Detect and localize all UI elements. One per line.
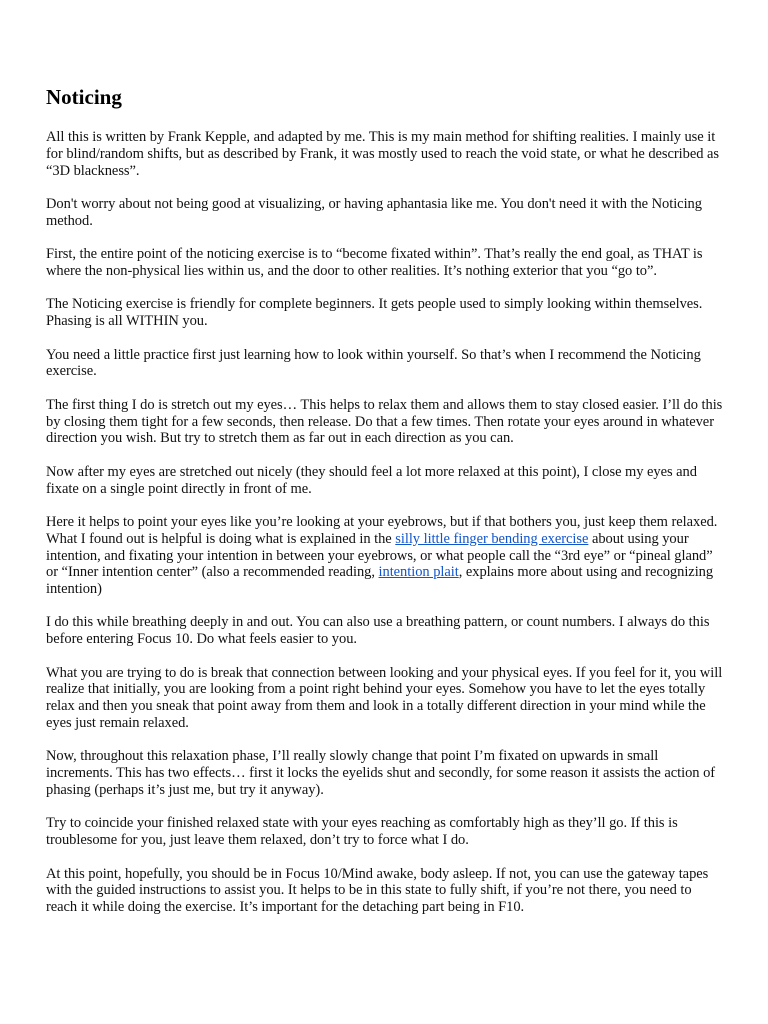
document-page	[46, 84, 726, 933]
paragraph-8	[46, 514, 726, 598]
page-title: Noticing	[46, 85, 122, 109]
intention-plait-link[interactable]: intention plait	[378, 564, 459, 581]
paragraph-11: Now, throughout this relaxation phase, I’ll really slowly change that point I’m fixated on upwards in small increments. This has two effects… first it locks the eyelids shut and secondly, for some reason it assists the action of phasing (perhaps it’s just me, but try it anyway).	[46, 748, 716, 799]
paragraph-8-text-2: about using your intention, and fixating your intention in between your eyebrows, or what people call the “3rd eye” or “pineal gland” or “Inner intention center” (also a recommended reading,	[46, 530, 713, 581]
paragraph-12: Try to coincide your finished relaxed state with your eyes reaching as comfortably high as they’ll go. If this is troublesome for you, just leave them relaxed, don’t try to force what I do.	[46, 815, 678, 849]
paragraph-1: All this is written by Frank Kepple, and adapted by me. This is my main method for shifting realities. I mainly use it for blind/random shifts, but as described by Frank, it was mostly used to reach the void state, or what he described as “3D blackness”.	[46, 129, 719, 179]
paragraph-4: The Noticing exercise is friendly for complete beginners. It gets people used to simply looking within themselves. Phasing is all WITHIN you.	[46, 296, 703, 330]
finger-bending-exercise-link[interactable]: silly little finger bending exercise	[395, 530, 589, 547]
paragraph-6: The first thing I do is stretch out my eyes… This helps to relax them and allows them to stay closed easier. I’ll do this by closing them tight for a few seconds, then release. Do that a few times. Then rotate your eyes around in whatever direction you wish. But try to stretch them as far out in each direction as you can.	[46, 396, 723, 447]
paragraph-2: Don't worry about not being good at visualizing, or having aphantasia like me. You don't need it with the Noticing method.	[46, 195, 702, 229]
paragraph-7: Now after my eyes are stretched out nicely (they should feel a lot more relaxed at this point), I close my eyes and fixate on a single point directly in front of me.	[46, 463, 697, 497]
paragraph-3: First, the entire point of the noticing exercise is to “become fixated within”. That’s really the end goal, as THAT is where the non-physical lies within us, and the door to other realities. It’s nothing exterior that you “go to”.	[46, 246, 703, 279]
paragraph-8-text-1: Here it helps to point your eyes like you’re looking at your eyebrows, but if that bothers you, just keep them relaxed. What I found out is helpful is doing what is explained in the	[46, 513, 718, 547]
paragraph-10: What you are trying to do is break that connection between looking and your physical eyes. If you feel for it, you will realize that initially, you are looking from a point right behind your eyes. Somehow you have to let the eyes totally relax and then you sneak that point away from them and look in a totally different direction in your mind while the eyes just remain relaxed.	[46, 664, 723, 732]
paragraph-9: I do this while breathing deeply in and out. You can also use a breathing pattern, or count numbers. I always do this before entering Focus 10. Do what feels easier to you.	[46, 614, 710, 648]
paragraph-5: You need a little practice first just learning how to look within yourself. So that’s when I recommend the Noticing exercise.	[46, 346, 701, 380]
paragraph-8-text-3: , explains more about using and recognizing intention)	[46, 564, 714, 598]
paragraph-13: At this point, hopefully, you should be in Focus 10/Mind awake, body asleep. If not, you can use the gateway tapes with the guided instructions to assist you. It helps to be in this state to fully shift, if you’re not there, you need to reach it while doing the exercise. It’s important for the detaching part being in F10.	[46, 865, 709, 916]
